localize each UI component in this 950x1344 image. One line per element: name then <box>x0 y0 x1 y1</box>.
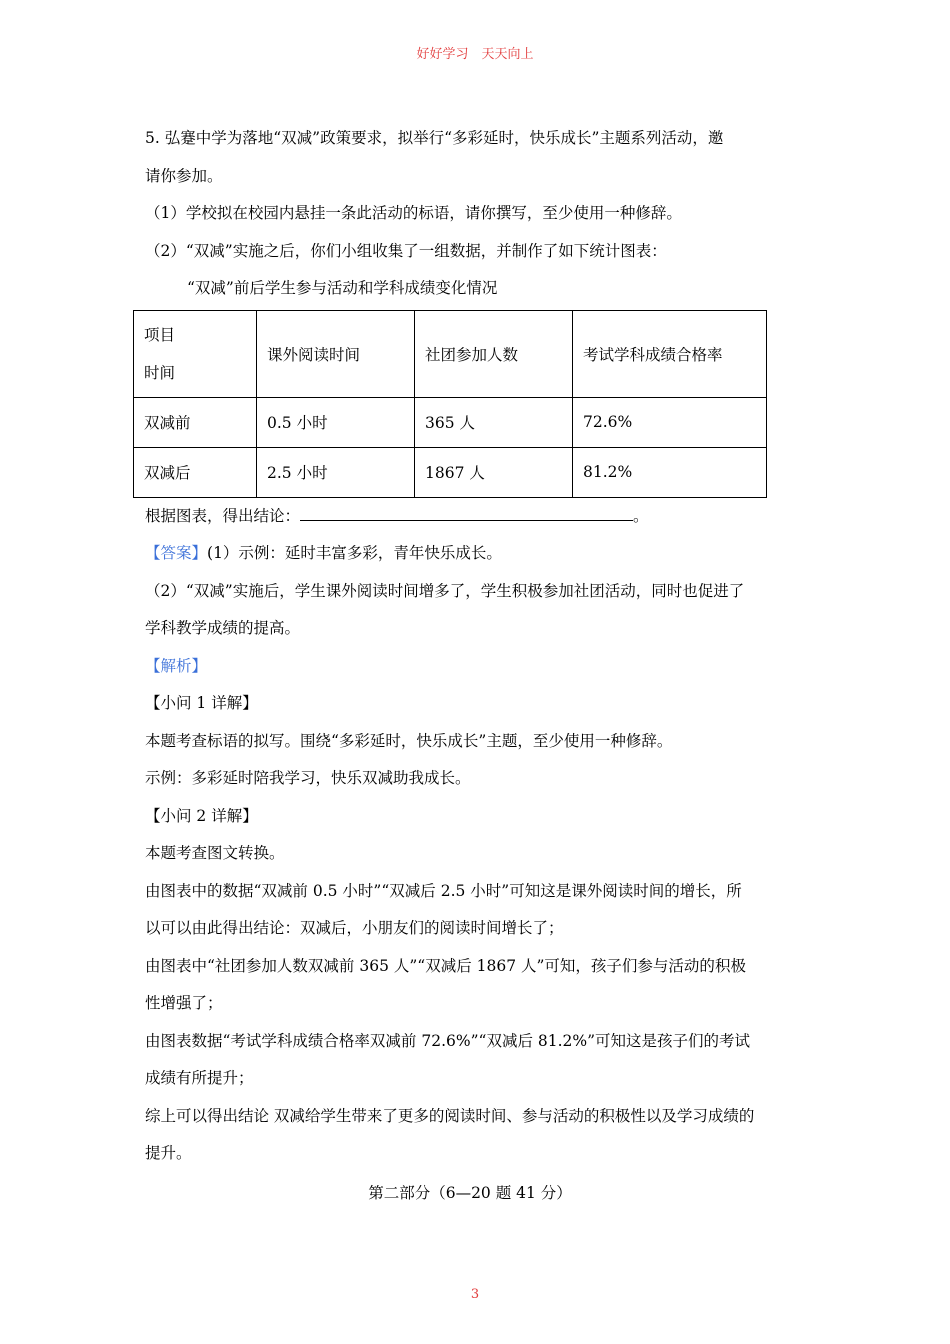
column-header: 考试学科成绩合格率 <box>573 310 767 397</box>
sub-question-2: （2）“双减”实施之后，你们小组收集了一组数据，并制作了如下统计图表： <box>145 241 667 260</box>
conclusion-line <box>145 498 810 536</box>
table-caption: “双减”前后学生参与活动和学科成绩变化情况 <box>187 279 498 297</box>
page-number: 3 <box>470 1287 480 1302</box>
table-row <box>134 397 767 447</box>
analysis-paragraph: 本题考查标语的拟写。围绕“多彩延时，快乐成长”主题，至少使用一种修辞。 <box>145 731 673 750</box>
analysis-paragraph: 性增强了； <box>145 994 223 1012</box>
subsection-1-title: 【小问 1 详解】 <box>145 694 258 712</box>
question-stem-line1: 5. 弘蹇中学为落地“双减”政策要求，拟举行“多彩延时，快乐成长”主题系列活动，邀 <box>145 129 724 147</box>
table-row <box>134 447 767 497</box>
row-label: 双减前 <box>134 397 257 447</box>
analysis-paragraph: 由图表数据“考试学科成绩合格率双减前 72.6%”“双减后 81.2%”可知这是孩子们的考试 <box>145 1031 751 1050</box>
table-cell: 365 人 <box>415 397 573 447</box>
table-header-row <box>134 310 767 397</box>
statistics-table <box>133 310 767 498</box>
table-cell: 0.5 小时 <box>257 397 415 447</box>
sub-question-1: （1）学校拟在校园内悬挂一条此活动的标语，请你撰写，至少使用一种修辞。 <box>145 204 682 222</box>
answer-text-1: (1）示例：延时丰富多彩，青年快乐成长。 <box>207 544 502 562</box>
answer-tag: 【答案】 <box>145 544 208 562</box>
table-cell: 1867 人 <box>415 447 573 497</box>
analysis-paragraph: 由图表中的数据“双减前 0.5 小时”“双减后 2.5 小时”可知这是课外阅读时间的增长，所 <box>145 881 742 900</box>
table-corner-cell <box>134 310 257 397</box>
answer-line1 <box>145 535 810 573</box>
column-header: 课外阅读时间 <box>257 310 415 397</box>
analysis-paragraph: 综上可以得出结论 双减给学生带来了更多的阅读时间、参与活动的积极性以及学习成绩的 <box>145 1106 755 1125</box>
question-stem-line2: 请你参加。 <box>145 166 223 185</box>
corner-top-label: 项目 <box>144 325 176 344</box>
answer-line3: 学科教学成绩的提高。 <box>145 619 301 637</box>
row-label: 双减后 <box>134 447 257 497</box>
table-cell: 81.2% <box>573 447 767 497</box>
table-cell: 2.5 小时 <box>257 447 415 497</box>
section-title: 第二部分（6—20 题 41 分） <box>368 1183 572 1202</box>
analysis-paragraph: 提升。 <box>145 1144 192 1162</box>
analysis-paragraph: 以可以由此得出结论：双减后，小朋友们的阅读时间增长了； <box>145 919 564 937</box>
column-header: 社团参加人数 <box>415 310 573 397</box>
answer-line2: （2）“双减”实施后，学生课外阅读时间增多了，学生积极参加社团活动，同时也促进了 <box>145 581 745 600</box>
analysis-paragraph: 成绩有所提升； <box>145 1069 254 1087</box>
conclusion-prompt: 根据图表，得出结论： <box>145 506 301 525</box>
conclusion-end: 。 <box>633 506 649 525</box>
analysis-paragraph: 由图表中“社团参加人数双减前 365 人”“双减后 1867 人”可知，孩子们参与活动的积极 <box>145 956 746 975</box>
document-body <box>145 120 810 1212</box>
subsection-2-title: 【小问 2 详解】 <box>145 806 258 825</box>
analysis-tag: 【解析】 <box>145 656 208 675</box>
answer-blank[interactable] <box>300 504 633 521</box>
analysis-paragraph: 示例：多彩延时陪我学习，快乐双减助我成长。 <box>145 769 471 787</box>
page-header: 好好学习 天天向上 <box>416 47 534 62</box>
corner-bottom-label: 时间 <box>144 363 176 382</box>
analysis-paragraph: 本题考查图文转换。 <box>145 844 285 862</box>
table-cell: 72.6% <box>573 397 767 447</box>
